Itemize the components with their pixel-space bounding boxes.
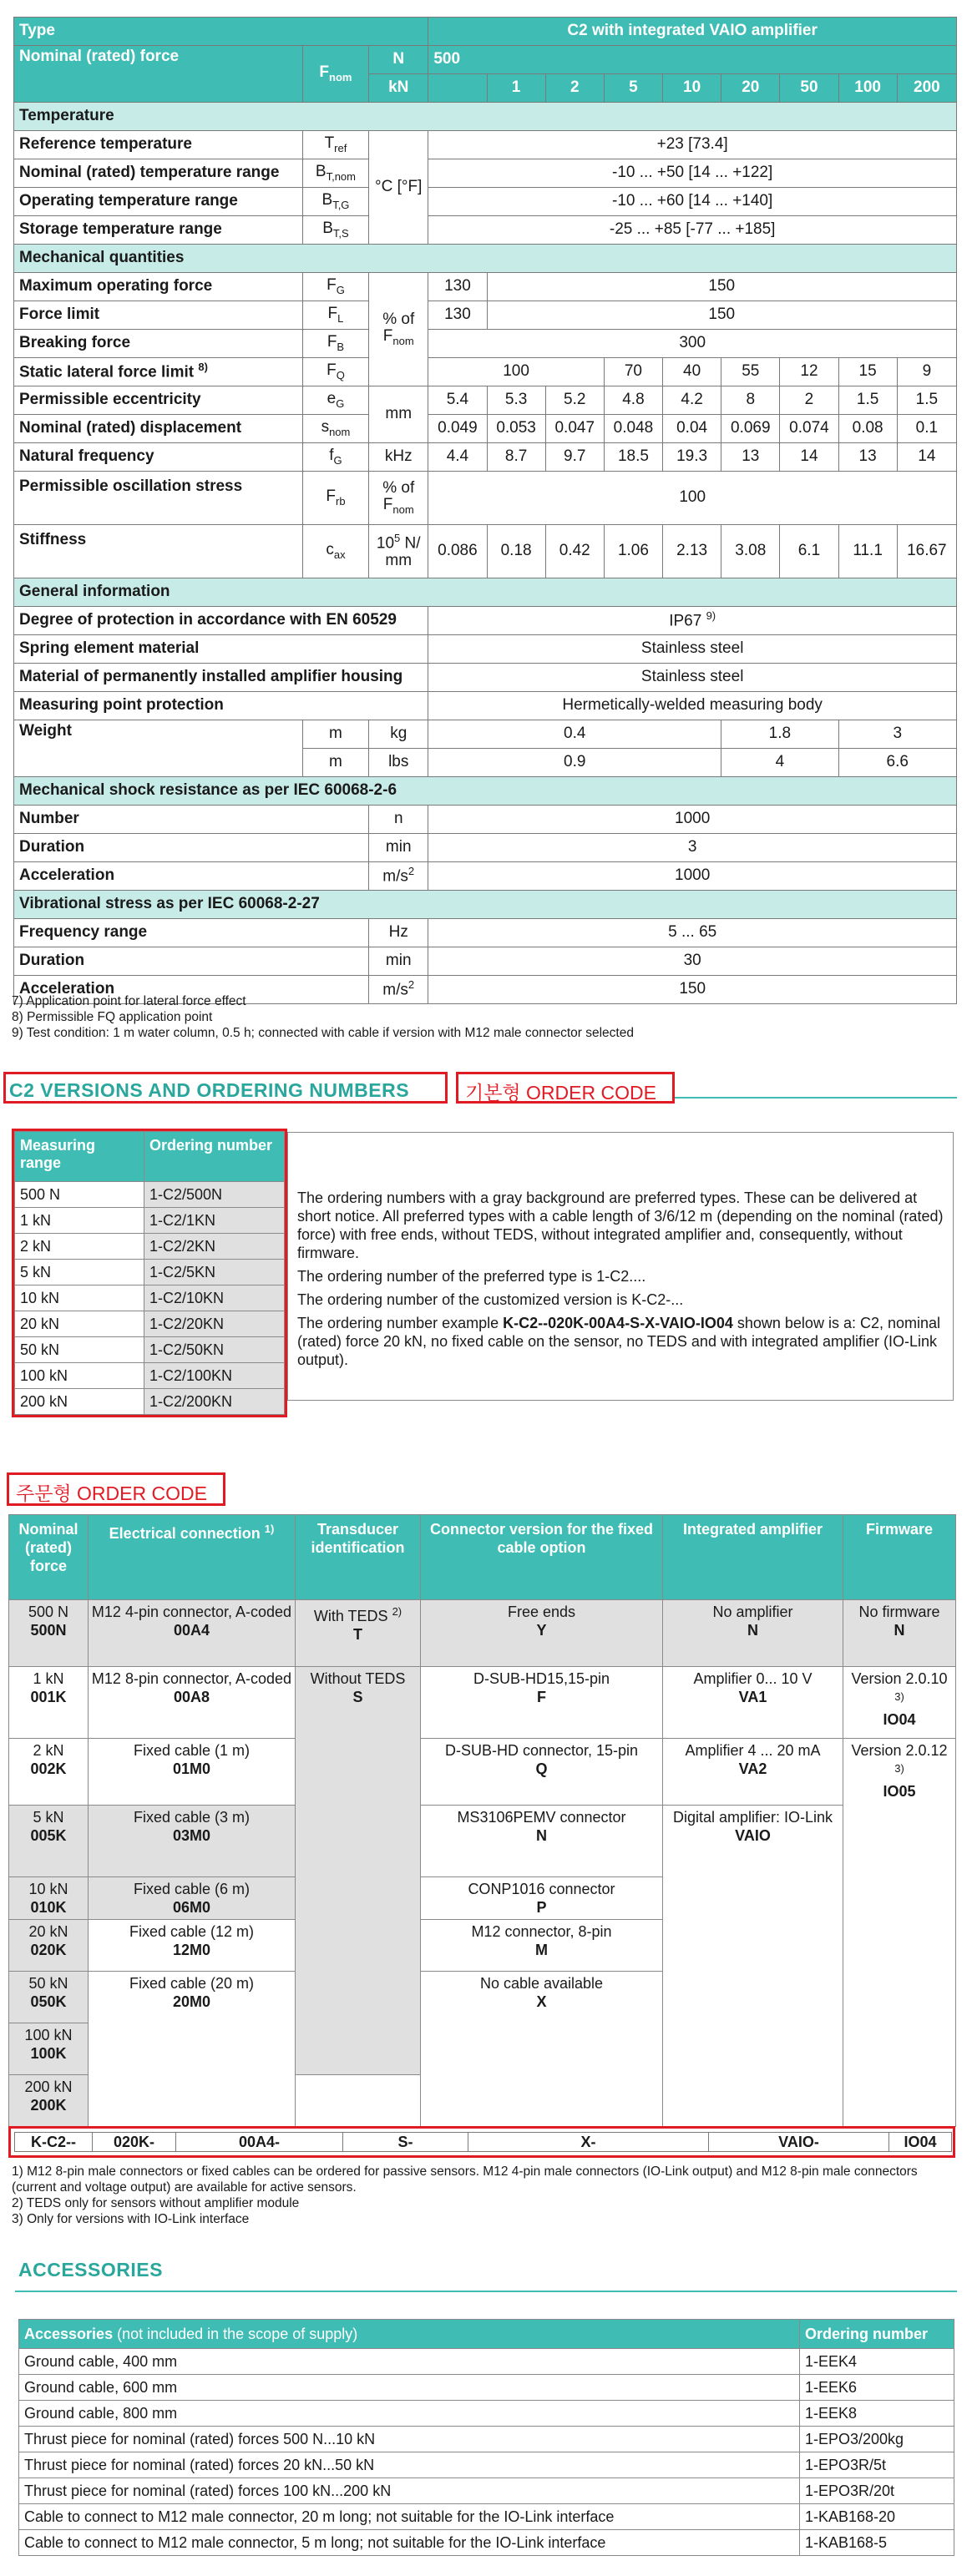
- spec-row: m lbs 0.9 4 6.6: [14, 749, 957, 777]
- table-row: 500 N 1-C2/500N: [15, 1182, 285, 1208]
- section-general: General information: [14, 578, 957, 607]
- type-value: C2 with integrated VAIO amplifier: [428, 18, 957, 46]
- accessories-title: ACCESSORIES: [18, 2259, 163, 2281]
- order-code-example: [8, 2126, 955, 2158]
- table-row: 1 kN 001K M12 8-pin connector, A-coded 00A8 Without TEDS S D-SUB-HD15,15-pin F Amplifier 0... 10 V VA1 Version 2.0.10 $^{3)}$ IO04: [9, 1667, 956, 1739]
- specifications-table: [13, 17, 957, 1004]
- spec-row: Reference temperature $T_{ref}$ °C [°F] +23 [73.4]: [14, 131, 957, 159]
- table-row: 50 kN 050K Fixed cable (20 m) 20M0 No cable available X: [9, 1972, 956, 2023]
- table-row: 2 kN 1-C2/2KN: [15, 1234, 285, 1260]
- section-divider: [15, 2291, 957, 2292]
- ordering-table-wrap: [8, 1514, 955, 2127]
- table-row: Thrust piece for nominal (rated) forces 20 kN...50 kN 1-EPO3R/5t: [19, 2452, 954, 2478]
- spec-row: Stiffness $c_{ax}$ $10^5$ N/ mm 0.086 0.18 0.42 1.06 2.13 3.08 6.1 11.1 16.67: [14, 525, 957, 578]
- accessories-table: Accessories (not included in the scope of supply) Ordering number Ground cable, 400 mm 1-EEK4 Ground cable, 600 mm 1-EEK6 Ground cable, 800 mm 1-EEK8 Thrust piece for nominal (rated) forces 500 N...10 kN 1-EPO3/200kg Thrust piece for nominal (rated) forces 20 kN...50 kN 1-EPO3R/5t Thrust piece for nominal (rated) forces 100 kN...200 kN 1-EPO3R/20t Cable to connect to M12 male connector, 20 m long; not suitable for the IO-Link interface 1-KAB168-20 Cable to connect to M12 male connector, 5 m long; not suitable for the IO-Link interface 1-KAB168-5: [18, 2319, 954, 2556]
- spec-row: Duration min 3: [14, 834, 957, 862]
- table-row: 2 kN 002K Fixed cable (1 m) 01M0 D-SUB-HD connector, 15-pin Q Amplifier 4 ... 20 mA VA2 Version 2.0.12 $^{3)}$ IO05: [9, 1739, 956, 1806]
- spec-row: Acceleration $m/s^2$ 1000: [14, 862, 957, 891]
- nominal-force-label: Nominal (rated) force: [14, 46, 303, 103]
- spec-row: Permissible eccentricity $e_G$ mm 5.4 5.3 5.2 4.8 4.2 8 2 1.5 1.5: [14, 386, 957, 415]
- table-row: 500 N 500N M12 4-pin connector, A-coded 00A4 With TEDS $^{2)}$ T Free ends Y No amplifier N No firmware N: [9, 1600, 956, 1667]
- versions-title-box: [3, 1072, 448, 1104]
- type-row: [14, 18, 957, 46]
- table-row: Thrust piece for nominal (rated) forces 500 N...10 kN 1-EPO3/200kg: [19, 2427, 954, 2452]
- percent-unit: % of $F_{nom}$: [369, 273, 428, 386]
- kn-value: 200: [897, 74, 956, 103]
- spec-row: Static lateral force limit $^{8)}$ $F_Q$ 100 70 40 55 12 15 9: [14, 358, 957, 386]
- spec-row: Weight m kg 0.4 1.8 3: [14, 720, 957, 749]
- order-code-row: K-C2-- 020K- 00A4- S- X- VAIO- IO04: [15, 2133, 952, 2152]
- kn-value: 100: [838, 74, 897, 103]
- spec-row: Spring element material Stainless steel: [14, 635, 957, 664]
- table-row: 200 kN 1-C2/200KN: [15, 1389, 285, 1415]
- spec-row: Number n 1000: [14, 806, 957, 834]
- table-row: 1 kN 1-C2/1KN: [15, 1208, 285, 1234]
- kn-value: 10: [663, 74, 721, 103]
- table-row: 5 kN 1-C2/5KN: [15, 1260, 285, 1285]
- section-mechanical: Mechanical quantities: [14, 245, 957, 273]
- spec-row: Permissible oscillation stress $F_{rb}$ % of $F_{nom}$ 100: [14, 472, 957, 525]
- section-vibration: Vibrational stress as per IEC 60068-2-27: [14, 891, 957, 919]
- spec-row: Breaking force $F_B$ 300: [14, 330, 957, 358]
- preferred-types-table-wrap: [12, 1129, 287, 1417]
- fnom-symbol: $F_{nom}$: [302, 46, 368, 103]
- type-label: Type: [14, 18, 428, 46]
- section-temperature: Temperature: [14, 103, 957, 131]
- table-row: 20 kN 020K Fixed cable (12 m) 12M0 M12 connector, 8-pin M: [9, 1920, 956, 1972]
- table-row: Cable to connect to M12 male connector, 20 m long; not suitable for the IO-Link interface 1-KAB168-20: [19, 2504, 954, 2530]
- ordering-table: Nominal (rated) force Electrical connection $^{1)}$ Transducer identification Connector version for the fixed cable option Integrated amplifier Firmware 500 N 500N M12 4-pin connector, A-coded 00A4 With TEDS $^{2)}$ T Free ends Y No amplifier N No firmware N 1 kN 001K M12 8-pin connector, A-coded 00A8 Without TEDS S D-SUB-HD15,15-pin F Amplifier 0... 10 V VA1 Version 2.0.10 $^{3)}$ IO04 2 kN 002K Fixed cable (1 m) 01M0 D-SUB-HD connector, 15-pin Q Amplifier 4 ... 20 mA VA2 Version 2.0.12 $^{3)}$ IO05 5 kN 005K Fixed cable (3 m) 03M0 MS3106PEMV connector N Digital amplifier: IO-Link VAIO 10 kN 010K Fixed cable (6 m) 06M0 CONP1016 connector P 20 kN 020K Fixed cable (12 m) 12M0 M12 connector, 8-pin M 50 kN 050K Fixed cable (20 m) 20M0 No cable available X 100 kN 100K 200 kN 200K: [8, 1514, 956, 2127]
- unit-n: N: [369, 46, 428, 74]
- table-row: 200 kN 200K: [9, 2075, 956, 2127]
- table-row: 100 kN 100K: [9, 2023, 956, 2075]
- nominal-force-row-n: [14, 46, 957, 74]
- spec-row: Acceleration $m/s^2$ 150: [14, 976, 957, 1004]
- table-row: 5 kN 005K Fixed cable (3 m) 03M0 MS3106PEMV connector N Digital amplifier: IO-Link VAIO: [9, 1806, 956, 1877]
- basic-order-code-box: [456, 1072, 675, 1104]
- n-value: 500: [428, 46, 957, 74]
- spec-footnotes: 7) Application point for lateral force effect 8) Permissible FQ application point 9) Test condition: 1 m water column, 0.5 h; connected with cable if version with M12 male connector selected: [12, 994, 634, 1040]
- spec-row: Frequency range Hz 5 ... 65: [14, 919, 957, 947]
- table-row: Cable to connect to M12 male connector, 5 m long; not suitable for the IO-Link interface 1-KAB168-5: [19, 2530, 954, 2556]
- info-text: The ordering numbers with a gray background are preferred types. These can be delivered at short notice. All preferred types with a cable length of 3/6/12 m (depending on the nominal (rated) force) with free ends, without TEDS, without integrated amplifier and, consequently, without firmware. The ordering number of the preferred type is 1-C2.... The ordering number of the customized version is K-C2-... The ordering number example K-C2--020K-00A4-S-X-VAIO-IO04 shown below is a: C2, nominal (rated) force 20 kN, no fixed cable on the sensor, no TEDS and with integrated amplifier (IO-Link output).: [297, 1190, 944, 1368]
- kn-value: 2: [545, 74, 604, 103]
- specifications-table-wrap: [13, 17, 957, 1004]
- order-footnotes: 1) M12 8-pin male connectors or fixed cables can be ordered for passive sensors. M12 4-pin male connectors (IO-Link output) and M12 8-pin male connectors (current and voltage output) are available for active sensors. 2) TEDS only for sensors without amplifier module 3) Only for versions with IO-Link interface: [12, 2164, 918, 2226]
- spec-row: Maximum operating force $F_G$ % of $F_{nom}$ 130 150: [14, 273, 957, 301]
- spec-row: Operating temperature range $B_{T,G}$ -10 ... +60 [14 ... +140]: [14, 188, 957, 216]
- custom-order-code-box: [7, 1472, 225, 1506]
- spec-row: Duration min 30: [14, 947, 957, 976]
- accessories-table-wrap: [18, 2319, 954, 2556]
- spec-row: Degree of protection in accordance with EN 60529 IP67 $^{9)}$: [14, 607, 957, 635]
- unit-kn: kN: [369, 74, 428, 103]
- table-row: Ground cable, 800 mm 1-EEK8: [19, 2401, 954, 2427]
- table-row: 100 kN 1-C2/100KN: [15, 1363, 285, 1389]
- spec-row: Measuring point protection Hermetically-welded measuring body: [14, 692, 957, 720]
- spec-row: Nominal (rated) temperature range $B_{T,nom}$ -10 ... +50 [14 ... +122]: [14, 159, 957, 188]
- table-row: 50 kN 1-C2/50KN: [15, 1337, 285, 1363]
- kn-value: 1: [487, 74, 545, 103]
- custom-order-code-label: 주문형 ORDER CODE: [16, 1482, 207, 1504]
- spec-row: Storage temperature range $B_{T,S}$ -25 ... +85 [-77 ... +185]: [14, 216, 957, 245]
- table-row: 10 kN 1-C2/10KN: [15, 1285, 285, 1311]
- spec-row: Nominal (rated) displacement $s_{nom}$ 0.049 0.053 0.047 0.048 0.04 0.069 0.074 0.08 0.1: [14, 415, 957, 443]
- table-row: Ground cable, 600 mm 1-EEK6: [19, 2375, 954, 2401]
- table-row: Ground cable, 400 mm 1-EEK4: [19, 2349, 954, 2375]
- section-shock: Mechanical shock resistance as per IEC 60068-2-6: [14, 777, 957, 806]
- preferred-types-table: Measuring range Ordering number 500 N 1-C2/500N 1 kN 1-C2/1KN 2 kN 1-C2/2KN 5 kN 1-C2/5KN 10 kN 1-C2/10KN 20 kN 1-C2/20KN 50 kN 1-C2/50KN 100 kN 1-C2/100KN 200 kN 1-C2/200KN: [14, 1131, 285, 1415]
- versions-title: C2 VERSIONS AND ORDERING NUMBERS: [9, 1079, 410, 1101]
- basic-order-code-label: 기본형 ORDER CODE: [465, 1082, 656, 1104]
- table-row: 10 kN 010K Fixed cable (6 m) 06M0 CONP1016 connector P: [9, 1877, 956, 1920]
- spec-row: Natural frequency $f_G$ kHz 4.4 8.7 9.7 18.5 19.3 13 14 13 14: [14, 443, 957, 472]
- spec-row: Material of permanently installed amplifier housing Stainless steel: [14, 664, 957, 692]
- kn-value: 5: [604, 74, 662, 103]
- table-row: 20 kN 1-C2/20KN: [15, 1311, 285, 1337]
- table-row: Thrust piece for nominal (rated) forces 100 kN...200 kN 1-EPO3R/20t: [19, 2478, 954, 2504]
- section-divider: [675, 1097, 957, 1099]
- kn-value: 20: [721, 74, 780, 103]
- spec-row: Force limit $F_L$ 130 150: [14, 301, 957, 330]
- kn-value: 50: [780, 74, 838, 103]
- temp-unit: °C [°F]: [369, 131, 428, 245]
